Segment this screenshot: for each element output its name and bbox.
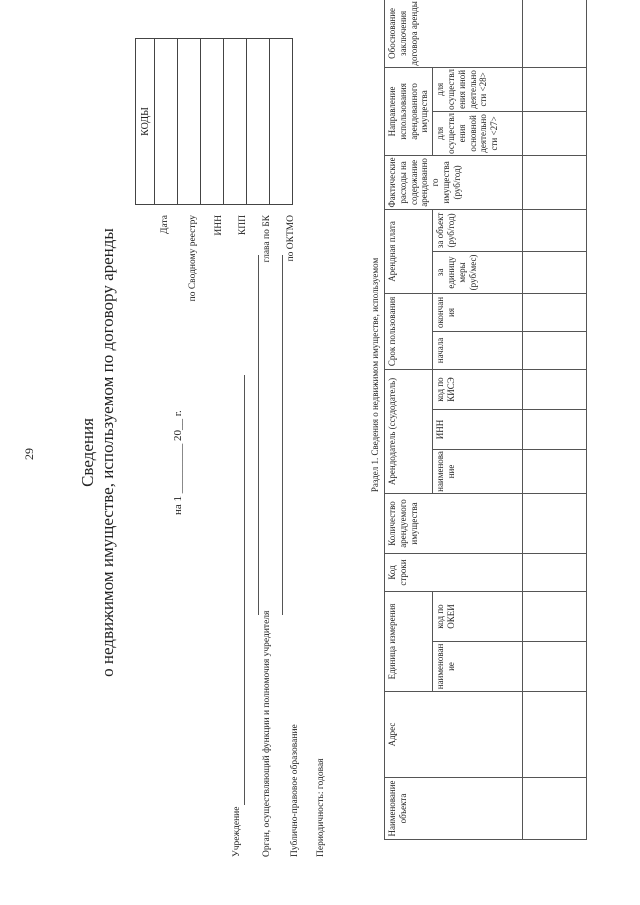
col-row-code: Код строки xyxy=(385,553,523,591)
document-subtitle: о недвижимом имуществе, используемом по договору аренды xyxy=(98,228,117,677)
table-cell[interactable] xyxy=(523,553,587,591)
col-lessor: Арендодатель (ссудодатель) xyxy=(385,369,433,493)
col-lessor-name: наименование xyxy=(433,449,523,493)
public-entity-label: Публично-правовое образование xyxy=(290,724,300,857)
table-cell[interactable] xyxy=(523,111,587,155)
table-cell[interactable] xyxy=(523,209,587,251)
col-direction: Направление использования арендованного имущества xyxy=(385,67,433,155)
codes-cell-bk[interactable] xyxy=(247,39,270,205)
col-unit-okei: код по ОКЕИ xyxy=(433,591,523,641)
col-justification: Обоснование заключения договора аренды xyxy=(385,0,523,67)
col-lessor-kiso: код по КИСЭ xyxy=(433,369,523,409)
table-cell[interactable] xyxy=(523,67,587,111)
codes-box xyxy=(135,38,293,205)
section-title: Раздел 1. Сведения о недвижимом имуществе, используемом xyxy=(370,257,380,493)
col-unit-name: наименование xyxy=(433,642,523,692)
col-rent: Арендная плата xyxy=(385,209,433,293)
codes-cell-inn[interactable] xyxy=(201,39,224,205)
property-table xyxy=(384,0,587,840)
institution-line xyxy=(244,375,245,805)
table-cell[interactable] xyxy=(523,409,587,449)
table-cell[interactable] xyxy=(523,293,587,331)
table-cell[interactable] xyxy=(523,331,587,369)
col-actual-costs: Фактические расходы на содержание арендованного имущества (руб/год) xyxy=(385,155,523,209)
col-quantity: Количество арендуемого имущества xyxy=(385,493,523,553)
page-number: 29 xyxy=(22,448,36,460)
table-cell[interactable] xyxy=(523,155,587,209)
codes-header: КОДЫ xyxy=(136,39,155,205)
founder-organ-line xyxy=(258,255,259,615)
report-date-line: на 1 _________ 20__ г. xyxy=(172,410,184,515)
col-address: Адрес xyxy=(385,692,523,778)
table-cell[interactable] xyxy=(523,591,587,641)
col-lessor-inn: ИНН xyxy=(433,409,523,449)
table-cell[interactable] xyxy=(523,251,587,293)
col-rent-unit: за единицу меры (руб/мес) xyxy=(433,251,523,293)
codes-cell-date[interactable] xyxy=(155,39,178,205)
table-cell[interactable] xyxy=(523,449,587,493)
col-dir-other: для осуществления иной деятельности <28> xyxy=(433,67,523,111)
table-cell[interactable] xyxy=(523,493,587,553)
codes-cell-kpp[interactable] xyxy=(224,39,247,205)
codes-label-registry: по Сводному реестру xyxy=(188,215,198,302)
codes-cell-registry[interactable] xyxy=(178,39,201,205)
col-rent-object: за объект (руб/год) xyxy=(433,209,523,251)
periodicity-label: Периодичность: годовая xyxy=(316,758,326,857)
codes-cell-oktmo[interactable] xyxy=(270,39,293,205)
table-cell[interactable] xyxy=(523,778,587,840)
codes-label-kpp: КПП xyxy=(238,215,248,236)
codes-label-bk: глава по БК xyxy=(262,215,272,263)
founder-organ-label: Орган, осуществляющий функции и полномочия учредителя xyxy=(262,610,272,857)
col-period-start: начала xyxy=(433,331,523,369)
col-dir-main: для осуществления основной деятельности <27> xyxy=(433,111,523,155)
table-cell[interactable] xyxy=(523,642,587,692)
codes-label-oktmo: по ОКТМО xyxy=(286,215,296,262)
table-cell[interactable] xyxy=(523,692,587,778)
col-object-name: Наименование объекта xyxy=(385,778,523,840)
col-period-end: окончания xyxy=(433,293,523,331)
codes-label-inn: ИНН xyxy=(214,215,224,236)
table-cell[interactable] xyxy=(523,369,587,409)
codes-label-date: Дата xyxy=(160,215,170,234)
col-period: Срок пользования xyxy=(385,293,433,369)
col-unit: Единица измерения xyxy=(385,591,433,691)
institution-label: Учреждение xyxy=(232,806,242,857)
document-title: Сведения xyxy=(78,418,97,487)
table-cell[interactable] xyxy=(523,0,587,67)
public-entity-line xyxy=(282,255,283,615)
